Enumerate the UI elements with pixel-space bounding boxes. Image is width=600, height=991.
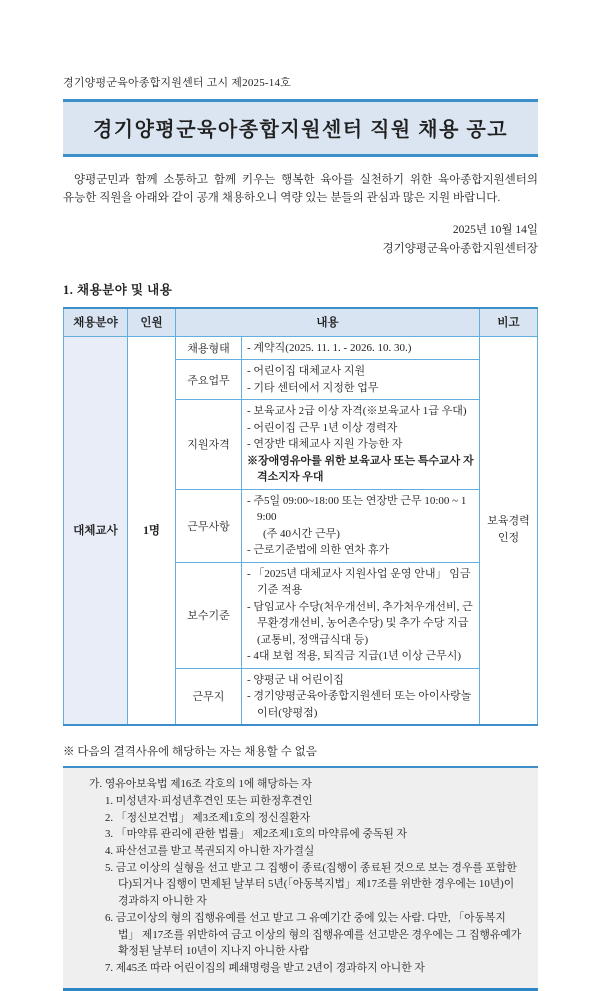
issuer-signature: 경기양평군육아종합지원센터장 (382, 242, 538, 255)
row-content (242, 562, 480, 668)
content-line: - 양평군 내 어린이집 (247, 673, 344, 686)
content-line: - 기타 센터에서 지정한 업무 (247, 381, 379, 394)
issue-date: 2025년 10월 14일 (452, 223, 538, 236)
content-line: - 연장반 대체교사 지원 가능한 자 (247, 438, 403, 451)
row-content (242, 489, 480, 562)
content-line: - 계약직(2025. 11. 1. - 2026. 10. 30.) (247, 341, 412, 354)
row-content (242, 360, 480, 400)
recruitment-table (63, 307, 538, 727)
position-cell: 대체교사 (64, 336, 128, 725)
disqualification-item: 4. 파산선고를 받고 복권되지 아니한 자가결실 (105, 845, 315, 857)
disqualification-item: 2. 「정신보건법」 제3조제1호의 정신질환자 (105, 811, 311, 824)
header-headcount: 인원 (128, 308, 176, 337)
content-line: (주 40시간 근무) (263, 527, 340, 540)
section-title: 1. 채용분야 및 내용 (63, 282, 173, 297)
row-label: 주요업무 (176, 360, 242, 400)
disqualification-item: 6. 금고이상의 형의 집행유예를 선고 받고 그 유예기간 중에 있는 사람. 다만, 「아동복지법」 제17조를 위반하여 금고 이상의 형의 집행유예를 선고받은 경우에는 그 집행유예가 확정된 날부터 10년이 지나지 아니한 사람 (105, 911, 522, 958)
row-label: 근무사항 (176, 489, 242, 562)
page-title: 경기양평군육아종합지원센터 직원 채용 공고 (92, 119, 509, 141)
disqualification-box (63, 766, 538, 991)
row-label: 지원자격 (176, 400, 242, 490)
disqualification-item: 5. 금고 이상의 실형을 선고 받고 그 집행이 종료(집행이 종료된 것으로 보는 경우를 포함한다)되거나 집행이 면제된 날부터 5년(「아동복지법」제17조를 위반한 경우에는 10년)이 경과하지 아니한 자 (105, 861, 517, 908)
content-line: - 보육교사 2급 이상 자격(※보육교사 1급 우대) (247, 405, 467, 418)
content-line: - 주5일 09:00~18:00 또는 연장반 근무 10:00 ~ 19:00 (247, 494, 467, 524)
headcount-cell: 1명 (128, 336, 176, 725)
content-line: - 어린이집 근무 1년 이상 경력자 (247, 421, 398, 434)
disqualification-item: 1. 미성년자·피성년후견인 또는 피한정후견인 (105, 794, 313, 807)
table-row (64, 336, 538, 360)
intro-paragraph: 양평군민과 함께 소통하고 함께 키우는 행복한 육아를 실천하기 위한 육아종합지원센터의 유능한 직원을 아래와 같이 공개 채용하오니 역량 있는 분들의 관심과 많은 지원 바랍니다. (63, 174, 538, 204)
content-line: - 담임교사 수당(처우개선비, 추가처우개선비, 근무환경개선비, 농어촌수당) 및 추가 수당 지급(교통비, 정액급식대 등) (247, 600, 473, 646)
note-cell: 보육경력 인정 (480, 336, 538, 725)
row-label: 보수기준 (176, 562, 242, 668)
header-content: 내용 (176, 308, 480, 337)
notice-number: 경기양평군육아종합지원센터 고시 제2025-14호 (63, 77, 292, 89)
row-content (242, 400, 480, 490)
row-content (242, 668, 480, 725)
disqualification-item: 3. 「마약류 관리에 관한 법률」 제2조제1호의 마약류에 중독된 자 (105, 828, 407, 841)
header-field: 채용분야 (64, 308, 128, 337)
header-note: 비고 (480, 308, 538, 337)
disqualification-item: 7. 제45조 따라 어린이집의 폐쇄명령을 받고 2년이 경과하지 아니한 자 (105, 962, 425, 975)
date-signature-block (63, 221, 538, 259)
row-content (242, 336, 480, 360)
table-header-row (64, 308, 538, 337)
content-line: - 경기양평군육아종합지원센터 또는 아이사랑놀이터(양평점) (247, 690, 472, 719)
title-banner (63, 99, 538, 157)
content-line: - 4대 보험 적용, 퇴직금 지급(1년 이상 근무시) (247, 650, 462, 663)
recruitment-table-body (64, 336, 538, 725)
row-label: 근무지 (176, 668, 242, 725)
content-line: - 어린이집 대체교사 지원 (247, 365, 366, 378)
row-label: 채용형태 (176, 336, 242, 360)
content-line: - 근로기준법에 의한 연차 휴가 (247, 544, 390, 557)
content-line: ※장애영유아를 위한 보육교사 또는 특수교사 자격소지자 우대 (247, 454, 474, 484)
disqualification-item: 가. 영유아보육법 제16조 각호의 1에 해당하는 자 (89, 778, 312, 791)
disqualification-heading: ※ 다음의 결격사유에 해당하는 자는 채용할 수 없음 (63, 746, 317, 759)
content-line: - 「2025년 대체교사 지원사업 운영 안내」 임금 기준 적용 (247, 567, 471, 597)
